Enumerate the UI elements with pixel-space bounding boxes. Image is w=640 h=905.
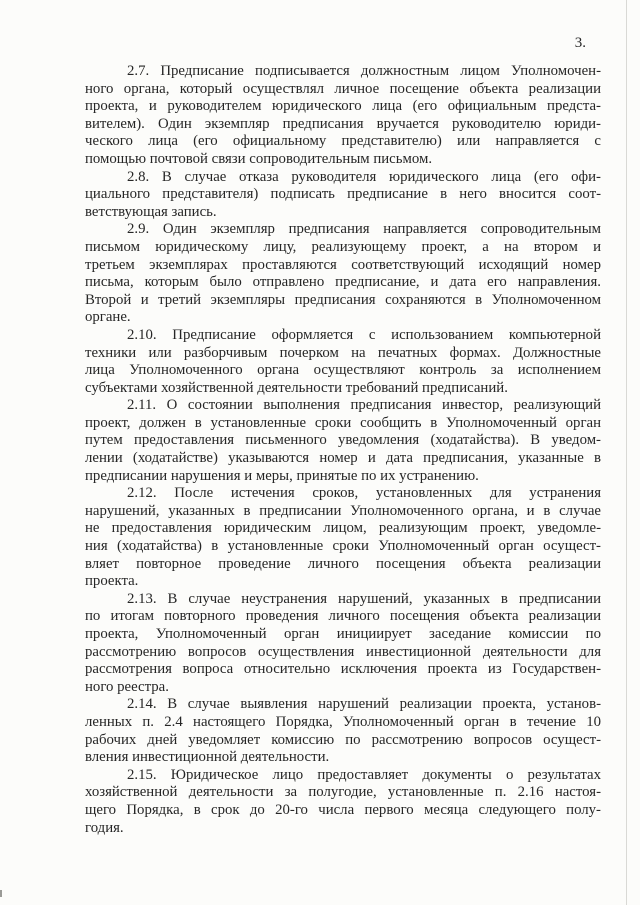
text-line: вления инвестиционной деятельности.: [85, 749, 330, 766]
text-line: по итогам повторного проведения личного посещения объекта реализации: [85, 608, 601, 625]
paragraph-2-7: [85, 63, 601, 169]
text-line: третьем экземплярах проставляются соответствующий исходящий номер: [85, 256, 601, 273]
text-line: вляет повторное проведение личного посещения объекта реализации: [85, 555, 601, 572]
text-line: ческого лица (его официальному представителю) или направляется с: [85, 133, 601, 150]
paragraph-2-11: [85, 397, 601, 485]
text-line: лица Уполномоченного органа осуществляют контроль за исполнением: [85, 362, 601, 379]
text-line: вителем). Один экземпляр предписания вручается руководителю юриди-: [85, 115, 601, 132]
paragraph-2-9: [85, 221, 601, 327]
text-line: субъектами хозяйственной деятельности требований предписаний.: [85, 379, 508, 396]
text-line: хозяйственной деятельности за полугодие, установленные п. 2.16 настоя-: [85, 784, 601, 801]
text-line: 2.13. В случае неустранения нарушений, указанных в предписании: [127, 590, 601, 607]
text-line: ния (ходатайства) в установленные сроки Уполномоченный орган осущест-: [85, 538, 601, 555]
paragraph-2-8: [85, 169, 601, 222]
scan-edge-line: [626, 0, 627, 905]
paragraph-2-13: [85, 591, 601, 697]
text-line: ного органа, который осуществлял личное посещение объекта реализации: [85, 80, 601, 97]
text-line: проекта, и руководителем юридического лица (его официальным предста-: [85, 98, 601, 115]
text-line: 2.10. Предписание оформляется с использованием компьютерной: [127, 326, 601, 343]
text-line: проекта.: [85, 573, 139, 590]
text-line: предписании нарушения и меры, принятые по их устранению.: [85, 467, 479, 484]
text-line: не предоставления юридическим лицом, реализующим проект, уведомле-: [85, 520, 601, 537]
text-line: ветствующая запись.: [85, 203, 217, 220]
text-line: 2.11. О состоянии выполнения предписания инвестор, реализующий: [127, 397, 601, 414]
text-line: 2.8. В случае отказа руководителя юридического лица (его офи-: [127, 168, 601, 185]
text-line: лении (ходатайстве) указываются номер и дата предписания, указанные в: [85, 450, 601, 467]
text-line: письмом юридическому лицу, реализующему проект, а на втором и: [85, 238, 601, 255]
paragraph-2-10: [85, 327, 601, 397]
text-line: 2.7. Предписание подписывается должностным лицом Уполномочен-: [127, 63, 601, 79]
text-line: рассмотрению вопросов осуществления инвестиционной деятельности для: [85, 643, 601, 660]
text-line: проект, должен в установленные сроки сообщить в Уполномоченный орган: [85, 414, 601, 431]
paragraph-2-14: [85, 696, 601, 766]
text-line: 2.15. Юридическое лицо предоставляет документы о результатах: [127, 766, 601, 783]
document-body: [85, 63, 601, 837]
text-line: циального представителя) подписать предписание в него вносится соот-: [85, 186, 601, 203]
text-line: рассмотрения вопроса относительно исключения проекта из Государствен-: [85, 661, 601, 678]
text-line: 2.12. После истечения сроков, установленных для устранения: [127, 485, 601, 502]
paragraph-2-12: [85, 485, 601, 591]
text-line: годия.: [85, 819, 124, 836]
text-line: ленных п. 2.4 настоящего Порядка, Уполномоченный орган в течение 10: [85, 713, 601, 730]
text-line: техники или разборчивым почерком на печатных формах. Должностные: [85, 344, 601, 361]
text-line: письма, которым было отправлено предписание, и дата его направления.: [85, 274, 601, 291]
text-line: органе.: [85, 309, 131, 326]
text-line: 2.9. Один экземпляр предписания направляется сопроводительным: [127, 221, 601, 238]
scan-speck: [0, 890, 2, 897]
text-line: проекта, Уполномоченный орган инициирует заседание комиссии по: [85, 626, 601, 642]
paragraph-2-15: [85, 767, 601, 837]
text-line: щего Порядка, в срок до 20-го числа первого месяца следующего полу-: [85, 801, 601, 818]
page-number: 3.: [574, 35, 586, 51]
text-line: путем предоставления письменного уведомления (ходатайства). В уведом-: [85, 432, 601, 449]
text-line: рабочих дней уведомляет комиссию по рассмотрению вопросов осущест-: [85, 731, 601, 748]
text-line: нарушений, указанных в предписании Уполномоченного органа, и в случае: [85, 502, 601, 519]
text-line: 2.14. В случае выявления нарушений реализации проекта, установ-: [127, 696, 601, 713]
text-line: помощью почтовой связи сопроводительным письмом.: [85, 150, 433, 167]
text-line: ного реестра.: [85, 678, 169, 695]
text-line: Второй и третий экземпляры предписания сохраняются в Уполномоченном: [85, 291, 601, 308]
